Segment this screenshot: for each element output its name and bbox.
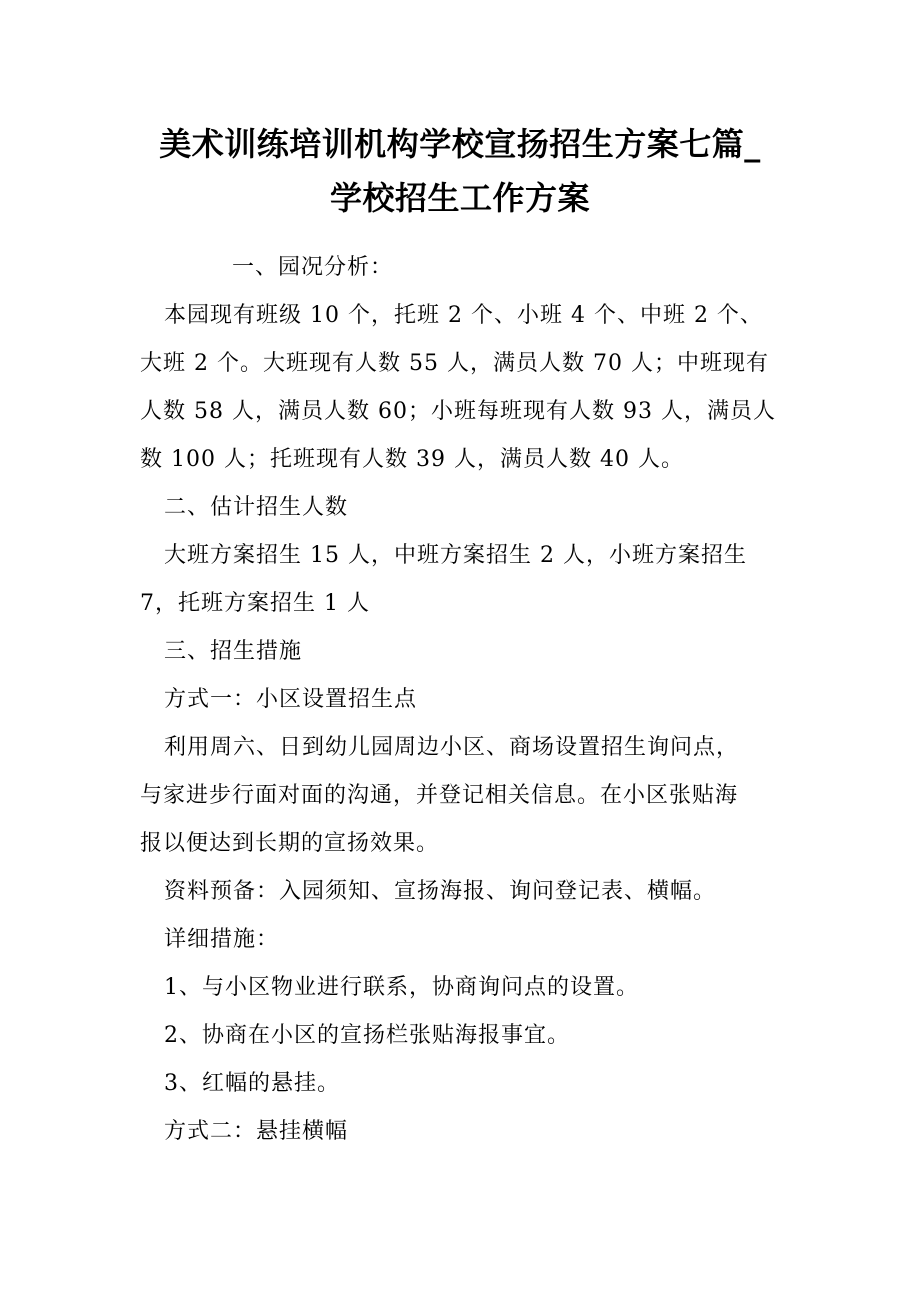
section-heading-measures: 三、招生措施 xyxy=(164,639,303,664)
paragraph-line: 本园现有班级 10 个，托班 2 个、小班 4 个、中班 2 个、 xyxy=(164,303,763,328)
paragraph-line: 7，托班方案招生 1 人 xyxy=(140,591,370,616)
paragraph-line: 资料预备：入园须知、宣扬海报、询问登记表、横幅。 xyxy=(164,879,717,904)
section-heading-situation: 一、园况分析： xyxy=(232,255,394,280)
paragraph-line: 与家进步行面对面的沟通，并登记相关信息。在小区张贴海 xyxy=(140,783,739,808)
paragraph-line: 大班 2 个。大班现有人数 55 人，满员人数 70 人；中班现有 xyxy=(140,351,769,376)
subheading-detailed-measures: 详细措施： xyxy=(164,927,280,952)
subheading-method-two: 方式二：悬挂横幅 xyxy=(164,1119,349,1144)
document-title-line-2: 学校招生工作方案 xyxy=(329,179,590,217)
paragraph-line: 报以便达到长期的宣扬效果。 xyxy=(140,831,440,856)
list-item: 2、协商在小区的宣扬栏张贴海报事宜。 xyxy=(164,1023,570,1048)
paragraph-line: 大班方案招生 15 人，中班方案招生 2 人，小班方案招生 xyxy=(164,543,747,568)
list-item: 1、与小区物业进行联系，协商询问点的设置。 xyxy=(164,975,639,1000)
list-item: 3、红幅的悬挂。 xyxy=(164,1071,340,1096)
section-heading-enrollment-estimate: 二、估计招生人数 xyxy=(164,495,349,520)
paragraph-line: 人数 58 人，满员人数 60；小班每班现有人数 93 人，满员人 xyxy=(140,399,776,424)
document-title-line-1: 美术训练培训机构学校宣扬招生方案七篇_ xyxy=(159,125,761,163)
paragraph-line: 数 100 人；托班现有人数 39 人，满员人数 40 人。 xyxy=(140,447,684,472)
subheading-method-one: 方式一：小区设置招生点 xyxy=(164,687,418,712)
paragraph-line: 利用周六、日到幼儿园周边小区、商场设置招生询问点， xyxy=(164,735,740,760)
